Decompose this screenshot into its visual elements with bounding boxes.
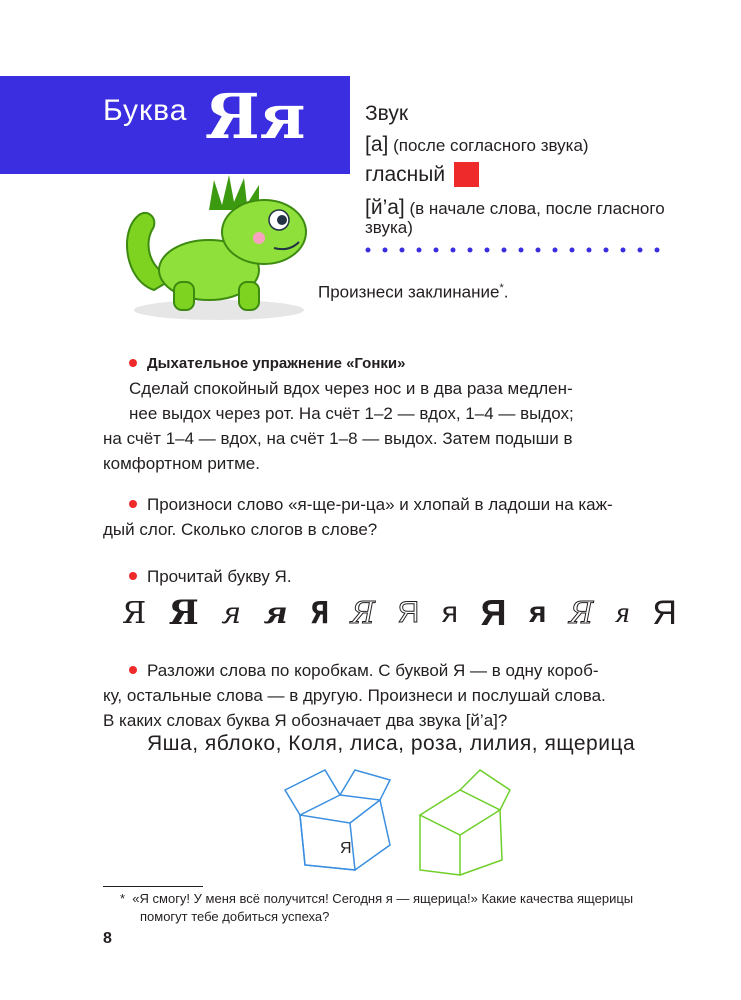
sound-a: [а]: [365, 133, 389, 156]
sound-title: Звук: [365, 102, 409, 125]
exercise-1-title: Дыхательное упражнение «Гонки»: [147, 355, 406, 372]
iguana-illustration: [114, 170, 319, 325]
sorting-boxes: [280, 765, 530, 880]
footnote-line-1-text: «Я смогу! У меня всё получится! Сегодня я — ящерица!» Какие качества ящерицы: [132, 891, 634, 906]
exercise-1-line-2: нее выдох через рот. На счёт 1–2 — вдох, 1–4 — выдох;: [129, 404, 574, 423]
sound-line-1: [365, 133, 589, 157]
spell-prompt: [318, 282, 508, 303]
exercise-2-line-1: Произноси слово «я-ще-ри-ца» и хлопай в ладоши на каж-: [147, 495, 613, 514]
letter-7: Я: [397, 596, 420, 629]
exercise-4-line-2: ку, остальные слова — в другую. Произнеси и послушай слова.: [103, 686, 606, 705]
banner-word: Буква: [103, 94, 188, 127]
letter-2: Я: [168, 593, 199, 633]
letter-1: Я: [122, 595, 147, 631]
letter-6: Я: [350, 595, 376, 631]
footnote-rule: [103, 886, 203, 887]
letter-9: Я: [480, 592, 507, 633]
letter-13: Я: [652, 593, 677, 632]
letter-12: я: [615, 596, 630, 629]
exercise-1-line-4: комфортном ритме.: [103, 454, 260, 473]
bullet-2: [129, 500, 137, 508]
blue-box: [285, 770, 390, 870]
banner-letter: Яя: [205, 80, 306, 153]
spell-end: .: [503, 282, 509, 302]
bullet-4: [129, 666, 137, 674]
letter-8: я: [441, 596, 459, 629]
footnote: [120, 890, 720, 926]
letter-3: я: [221, 595, 242, 631]
vowel-label: гласный: [365, 163, 446, 186]
spell-mark: *: [499, 282, 504, 294]
sound-line-2: [365, 196, 665, 220]
exercise-2-line-2: дый слог. Сколько слогов в слове?: [103, 520, 378, 539]
letter-4: я: [263, 595, 288, 631]
exercise-4-line-1: Разложи слова по коробкам. С буквой Я — в одну короб-: [147, 661, 599, 680]
dotted-divider: [365, 242, 665, 258]
spell-text: Произнеси заклинание: [318, 282, 500, 302]
letter-row: [122, 593, 677, 633]
sound-ya-note: (в начале слова, после гласного: [409, 199, 665, 218]
letter-5: Я: [310, 595, 329, 631]
exercise-1-line-3: на счёт 1–4 — вдох, на счёт 1–8 — выдох. Затем подыши в: [103, 429, 573, 448]
letter-10: я: [529, 596, 547, 629]
vowel-marker: [454, 162, 479, 187]
exercise-1-line-1: Сделай спокойный вдох через нос и в два раза медлен-: [129, 379, 573, 398]
bullet-3: [129, 572, 137, 580]
footnote-mark: *: [120, 891, 126, 906]
bullet-1: [129, 359, 137, 367]
page-number: 8: [103, 930, 112, 947]
footnote-line-1: [120, 890, 720, 908]
letter-11: Я: [569, 595, 594, 631]
exercise-4-line-3: В каких словах буква Я обозначает два звука [й’а]?: [103, 711, 508, 730]
sound-ya: [й’а]: [365, 196, 405, 219]
exercise-3-text: Прочитай букву Я.: [147, 567, 292, 586]
word-list: Яша, яблоко, Коля, лиса, роза, лилия, ящерица: [147, 732, 636, 755]
sound-ya-note-cont: звука): [365, 218, 413, 237]
footnote-line-2: помогут тебе добиться успеха?: [140, 909, 330, 924]
green-box: [420, 770, 510, 875]
sound-a-note: (после согласного звука): [393, 136, 589, 155]
box-letter: Я: [340, 840, 352, 857]
